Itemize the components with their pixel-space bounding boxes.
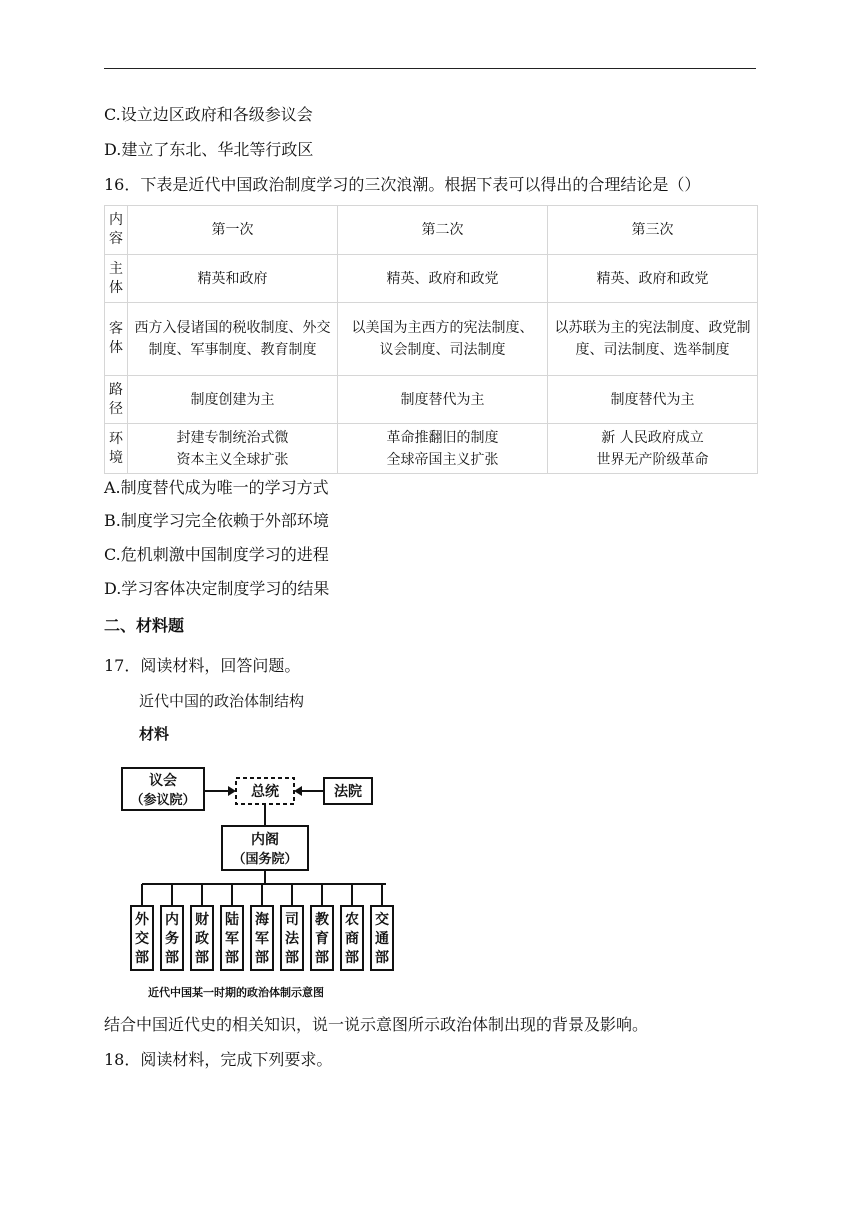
ministry-label-char: 法: [285, 931, 299, 947]
option-16d: D.学习客体决定制度学习的结果: [104, 579, 330, 598]
table-cell: 制度替代为主: [338, 376, 548, 424]
ministry-label-char: 部: [375, 950, 389, 966]
ministry-label-char: 海: [255, 912, 269, 928]
parliament-sublabel: （参议院）: [130, 793, 196, 808]
ministry-label-char: 通: [375, 931, 389, 947]
option-16a: A.制度替代成为唯一的学习方式: [104, 478, 329, 497]
ministry-label-char: 军: [255, 931, 269, 947]
ministry-label-char: 部: [315, 950, 329, 966]
president-label: 总统: [251, 784, 279, 800]
ministry-label-char: 政: [195, 931, 209, 947]
option-16b: B.制度学习完全依赖于外部环境: [104, 511, 329, 530]
table-cell: 制度创建为主: [128, 376, 338, 424]
header-first: 第一次: [128, 206, 338, 255]
ministry-label-char: 司: [285, 912, 299, 928]
table-header-row: [105, 206, 758, 255]
row-label: 环境: [109, 430, 123, 466]
cabinet-sublabel: （国务院）: [232, 852, 298, 867]
header-rule: [104, 68, 756, 69]
ministry-label-char: 部: [225, 950, 239, 966]
ministry-label-char: 教: [315, 912, 329, 928]
ministry-label-char: 交: [375, 912, 389, 928]
table-cell: 西方入侵诸国的税收制度、外交制度、军事制度、教育制度: [128, 303, 338, 376]
waves-table: [104, 205, 758, 474]
ministry-label-char: 育: [315, 931, 329, 947]
header-third: 第三次: [548, 206, 758, 255]
ministries-group: [131, 884, 393, 970]
option-15c: C.设立边区政府和各级参议会: [104, 105, 313, 124]
parliament-label: 议会: [149, 773, 177, 789]
ministry-label-char: 部: [165, 950, 179, 966]
arrow-to-president-left: [228, 786, 236, 796]
table-cell: 以美国为主西方的宪法制度、议会制度、司法制度: [338, 303, 548, 376]
table-row: [105, 376, 758, 424]
material-label: 材料: [139, 725, 170, 743]
row-label: 客体: [109, 321, 123, 356]
row-label: 主体: [109, 260, 123, 296]
section-title: 二、材料题: [104, 616, 185, 635]
question-17-stem: 17．阅读材料，回答问题。: [104, 656, 301, 675]
ministry-label-char: 外: [135, 912, 149, 928]
table-row: [105, 255, 758, 303]
table-cell: 精英、政府和政党: [548, 255, 758, 303]
row-label: 路径: [109, 381, 123, 417]
material-subtitle: 近代中国的政治体制结构: [139, 692, 305, 710]
table-cell: 制度替代为主: [548, 376, 758, 424]
table-cell: 封建专制统治式微 资本主义全球扩张: [128, 424, 338, 474]
ministry-label-char: 陆: [225, 912, 239, 928]
table-row: [105, 424, 758, 474]
question-17-ask: 结合中国近代史的相关知识，说一说示意图所示政治体制出现的背景及影响。: [104, 1015, 649, 1034]
ministry-label-char: 财: [195, 912, 209, 928]
ministry-label-char: 务: [165, 931, 179, 947]
cabinet-label: 内阁: [251, 832, 279, 848]
option-16c: C.危机刺激中国制度学习的进程: [104, 545, 329, 564]
court-label: 法院: [334, 784, 362, 800]
diagram-caption: 近代中国某一时期的政治体制示意图: [148, 986, 324, 999]
header-corner-text: 内容: [109, 212, 123, 247]
table-cell: 精英、政府和政党: [338, 255, 548, 303]
header-second: 第二次: [338, 206, 548, 255]
table-cell: 革命推翻旧的制度 全球帝国主义扩张: [338, 424, 548, 474]
ministry-label-char: 交: [135, 931, 149, 947]
ministry-label-char: 部: [345, 950, 359, 966]
ministry-label-char: 农: [345, 912, 359, 928]
option-15d: D.建立了东北、华北等行政区: [104, 140, 314, 159]
ministry-label-char: 内: [165, 912, 179, 928]
political-structure-diagram: [118, 760, 408, 1004]
ministry-label-char: 商: [345, 931, 359, 947]
arrow-to-president-right: [294, 786, 302, 796]
table-cell: 新 人民政府成立 世界无产阶级革命: [548, 424, 758, 474]
table-row: [105, 303, 758, 376]
question-18-stem: 18．阅读材料，完成下列要求。: [104, 1050, 333, 1069]
ministry-label-char: 部: [255, 950, 269, 966]
table-cell: 精英和政府: [128, 255, 338, 303]
ministry-label-char: 军: [225, 931, 239, 947]
ministry-label-char: 部: [285, 950, 299, 966]
table-cell: 以苏联为主的宪法制度、政党制度、司法制度、选举制度: [548, 303, 758, 376]
header-corner: [105, 206, 128, 255]
ministry-label-char: 部: [195, 950, 209, 966]
question-16-stem: 16．下表是近代中国政治制度学习的三次浪潮。根据下表可以得出的合理结论是（）: [104, 175, 701, 194]
ministry-label-char: 部: [135, 950, 149, 966]
